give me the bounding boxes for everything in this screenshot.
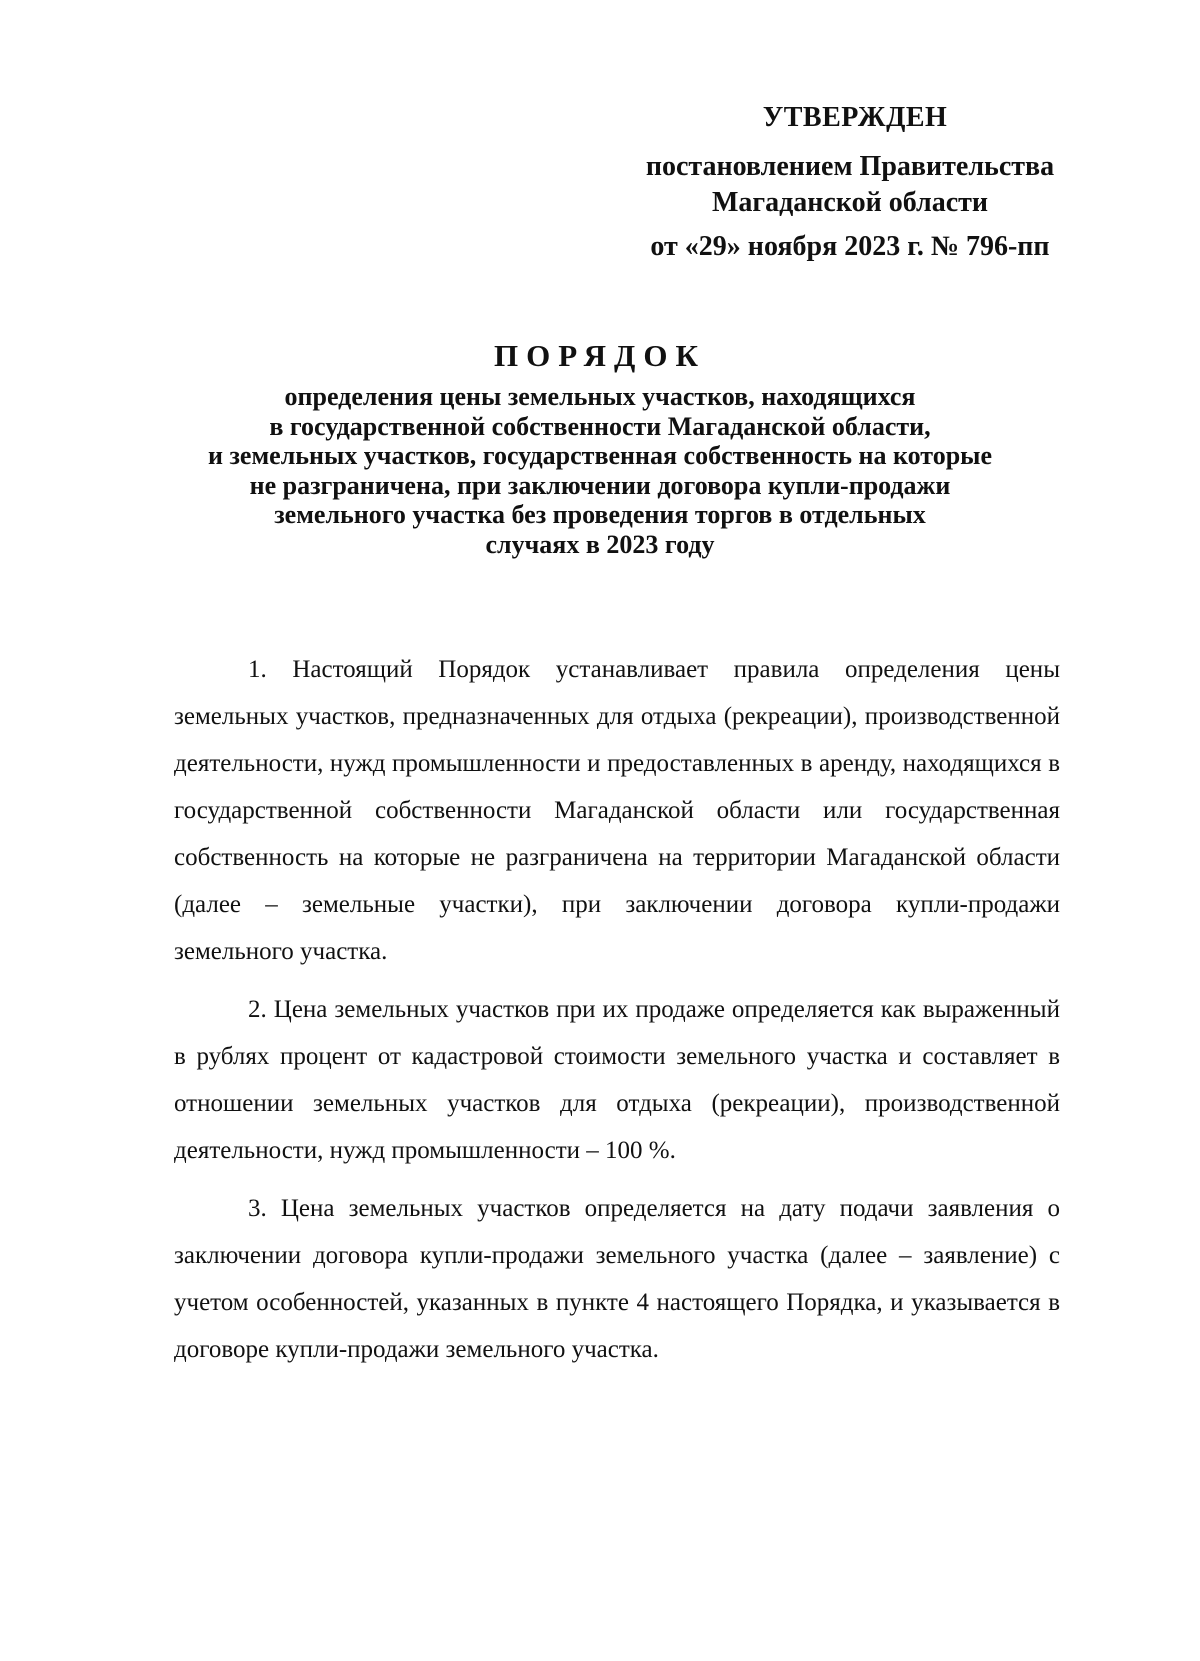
document-title-block (150, 336, 1050, 559)
document-subtitle-line: земельного участка без проведения торгов в отдельных (274, 500, 926, 529)
approval-authority-line-1: постановлением Правительства (645, 151, 1055, 182)
document-subtitle-line: в государственной собственности Магаданской области, (269, 411, 931, 441)
paragraph-3: 3. Цена земельных участков определяется на дату подачи заявления о заключении договора купли-продажи земельного участка (далее – заявление) с учетом особенностей, указанных в пункте 4 настоящего Порядка, и указывается в договоре купли-продажи земельного участка. (174, 1195, 1060, 1363)
document-subtitle-line: и земельных участков, государственная собственность на которые (207, 441, 993, 470)
approval-date-number: от «29» ноября 2023 г. № 796-пп (650, 231, 1050, 262)
document-subtitle-line: случаях в 2023 году (485, 529, 715, 559)
document-title: ПОРЯДОК (494, 338, 706, 373)
document-body (174, 646, 1060, 1384)
approval-stamp (600, 100, 1100, 265)
document-subtitle-line: не разграничена, при заключении договора купли-продажи (249, 470, 951, 500)
document-subtitle-line: определения цены земельных участков, находящихся (284, 382, 916, 411)
paragraph-2: 2. Цена земельных участков при их продаже определяется как выраженный в рублях процент от кадастровой стоимости земельного участка и составляет в отношении земельных участков для отдыха (рекреации), производственной деятельности, нужд промышленности – 100 %. (174, 996, 1060, 1164)
paragraph-1: 1. Настоящий Порядок устанавливает правила определения цены земельных участков, предназначенных для отдыха (рекреации), производственной деятельности, нужд промышленности и предоставленных в аренду, находящихся в государственной собственности Магаданской области или государственная собственность на которые не разграничена на территории Магаданской области (далее – земельные участки), при заключении договора купли-продажи земельного участка. (174, 656, 1060, 965)
approval-authority-line-2: Магаданской области (711, 187, 989, 218)
approved-label: УТВЕРЖДЕН (762, 102, 948, 133)
